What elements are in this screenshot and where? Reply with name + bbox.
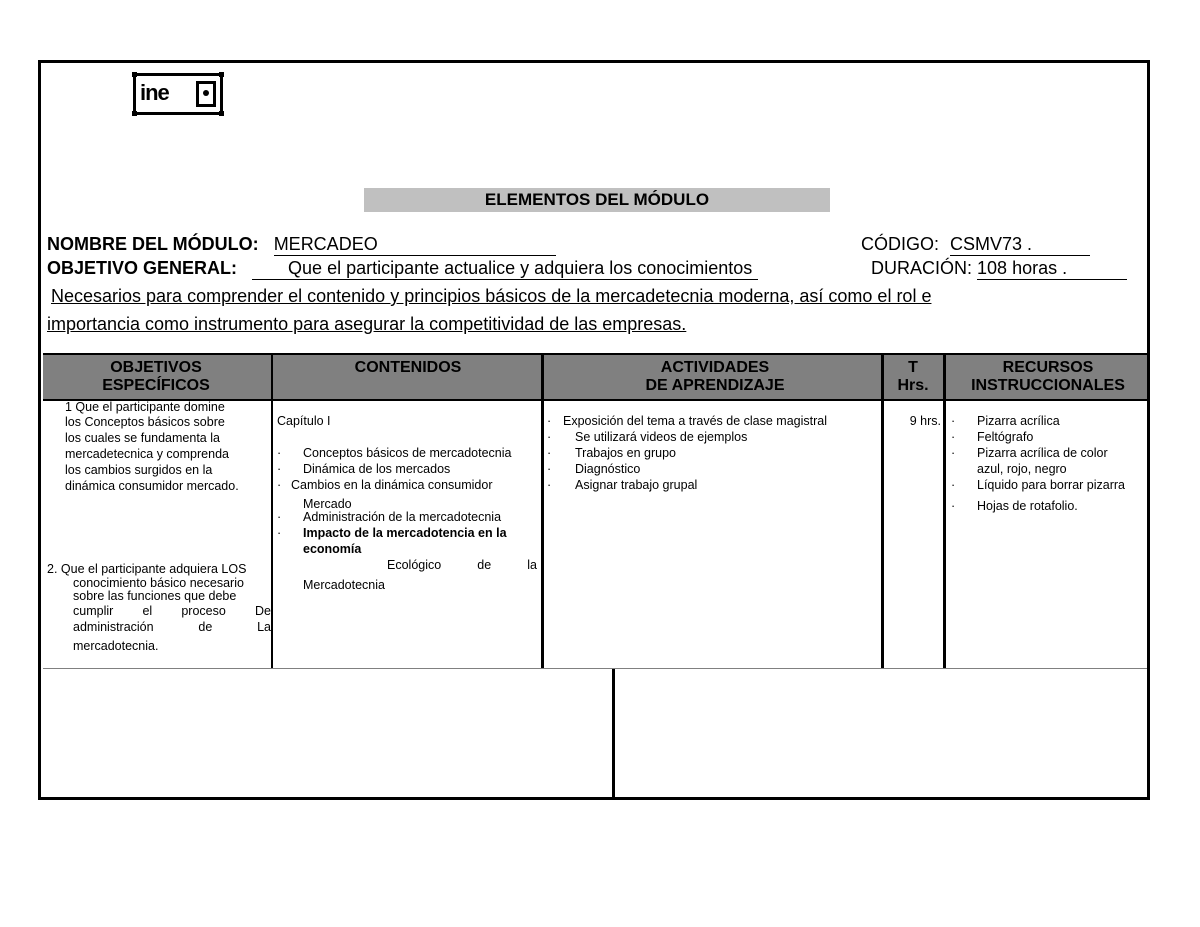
- duration-label: DURACIÓN:: [871, 258, 973, 278]
- objective-label: OBJETIVO GENERAL:: [47, 258, 238, 278]
- objective-text-1: Que el participante actualice y adquiera los conocimientos: [288, 258, 753, 278]
- objective-line-1: [47, 257, 758, 280]
- module-code-label: CÓDIGO:: [861, 234, 940, 254]
- header-horas: T Hrs.: [897, 359, 929, 394]
- list-item: · Exposición del tema a través de clase magistral: [547, 414, 828, 428]
- list-item: · Se utilizará videos de ejemplos: [547, 430, 748, 444]
- key-icon: [196, 81, 216, 107]
- list-item: · Líquido para borrar pizarra: [951, 478, 1125, 492]
- list-item: · Cambios en la dinámica consumidor: [277, 478, 493, 492]
- objetivo-2: 2. Que el participante adquiera LOS conocimiento básico necesario sobre las funciones que debe cumplir el proceso De administración de La mercadotecnia.: [47, 562, 271, 653]
- table-header: [43, 355, 1147, 399]
- module-name-line: [47, 233, 556, 256]
- recursos-cell: · Pizarra acrílica · Feltógrafo · Pizarra acrílica de color azul, rojo, negro · Líquido para borrar pizarra · Hojas de rotafolio.: [951, 413, 1147, 519]
- header-objetivos: OBJETIVOS ESPECÍFICOS: [102, 359, 210, 394]
- horas-cell: 9 hrs.: [909, 414, 941, 428]
- list-item: · Trabajos en grupo: [547, 446, 676, 460]
- header-recursos: RECURSOS INSTRUCCIONALES: [971, 359, 1125, 394]
- col-divider-1: [271, 355, 273, 669]
- list-item: · Dinámica de los mercados: [277, 462, 451, 476]
- ine-logo: [133, 73, 223, 115]
- col-divider-3: [881, 355, 884, 669]
- list-item: · Diagnóstico: [547, 462, 641, 476]
- list-item: · Pizarra acrílica: [951, 414, 1060, 428]
- duration-line: [871, 257, 1127, 280]
- module-code-value: CSMV73 .: [950, 234, 1033, 254]
- objetivo-1: 1 Que el participante domine los Conceptos básicos sobre los cuales se fundamenta la mercadetecnica y comprenda los cambios surgidos en la dinámica consumidor mercado.: [65, 400, 239, 493]
- duration-value: 108 horas .: [977, 258, 1068, 278]
- objective-text-2: Necesarios para comprender el contenido y principios básicos de la mercadetecnia moderna, así como el rol e: [51, 286, 932, 306]
- document-frame: [38, 60, 1150, 800]
- actividades-cell: [547, 413, 877, 493]
- list-item: · Asignar trabajo grupal: [547, 478, 698, 492]
- list-item: · Administración de la mercadotecnia: [277, 510, 502, 524]
- col-divider-2: [541, 355, 544, 669]
- chapter-title: Capítulo I: [277, 414, 331, 428]
- list-item: · Hojas de rotafolio.: [951, 499, 1078, 513]
- table-top-rule: [43, 353, 1147, 355]
- header-contenidos: CONTENIDOS: [354, 359, 462, 376]
- module-name-value: MERCADEO: [273, 234, 378, 254]
- module-name-label: NOMBRE DEL MÓDULO:: [47, 234, 259, 254]
- list-item: · Impacto de la mercadotencia en la: [277, 526, 507, 540]
- module-code-line: [861, 233, 1090, 256]
- table-bottom-rule: [43, 668, 1147, 669]
- logo-text: ine: [140, 80, 169, 105]
- banner-title: ELEMENTOS DEL MÓDULO: [364, 188, 830, 212]
- list-item: · Feltógrafo: [951, 430, 1034, 444]
- header-actividades: ACTIVIDADES DE APRENDIZAJE: [645, 359, 785, 394]
- col-divider-4: [943, 355, 946, 669]
- list-item: · Conceptos básicos de mercadotecnia: [277, 446, 512, 460]
- footer-divider: [612, 669, 615, 797]
- contenidos-cell: Capítulo I · Conceptos básicos de mercadotecnia · Dinámica de los mercados · Cambios en la dinámica consumidor Mercado · Administración de la mercadotecnia · Impacto de la mercadotencia en la economía Ecológico de la Mercadotecnia: [277, 414, 537, 592]
- objective-text-3: importancia como instrumento para asegurar la competitividad de las empresas.: [47, 314, 687, 334]
- list-item: · Pizarra acrílica de color: [951, 446, 1108, 460]
